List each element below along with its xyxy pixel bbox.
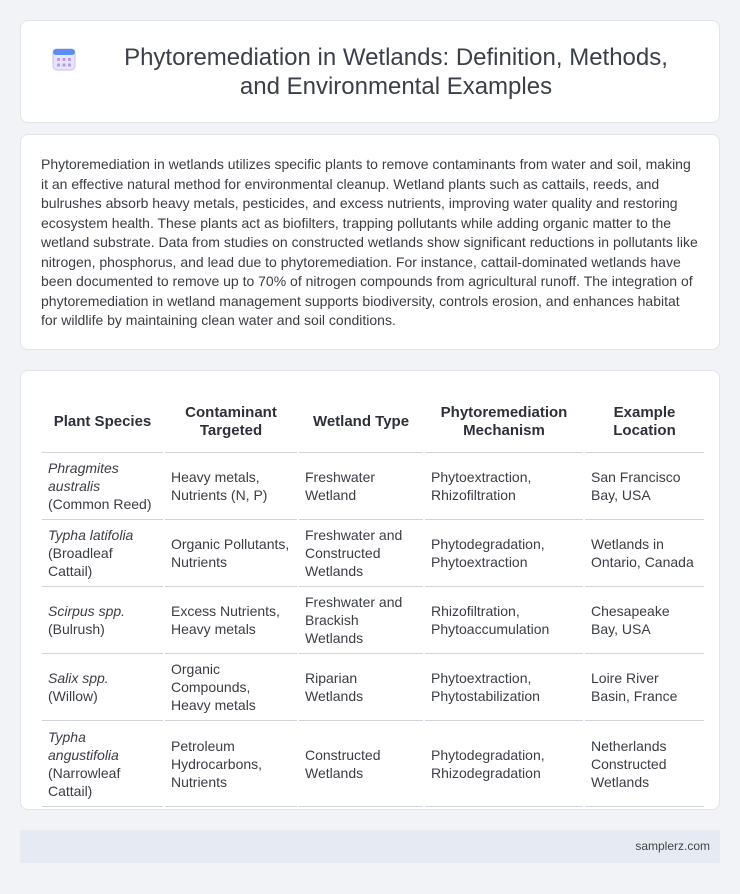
table-row: [42, 587, 704, 654]
cell-wetland-type: Freshwater Wetland: [299, 453, 423, 520]
cell-mechanism: Rhizofiltration, Phytoaccumulation: [425, 587, 583, 654]
cell-species: [42, 721, 163, 807]
species-scientific-name: Typha latifolia: [48, 527, 134, 543]
cell-wetland-type: Constructed Wetlands: [299, 721, 423, 807]
table-card: [20, 370, 720, 810]
cell-mechanism: Phytoextraction, Phytostabilization: [425, 654, 583, 721]
footer-bar: [20, 830, 720, 863]
footer-site-link[interactable]: samplerz.com: [635, 839, 710, 853]
cell-mechanism: Phytodegradation, Phytoextraction: [425, 520, 583, 587]
calendar-icon: [51, 46, 77, 72]
cell-contaminant: Heavy metals, Nutrients (N, P): [165, 453, 297, 520]
table-header-row: [42, 391, 704, 453]
cell-species: [42, 587, 163, 654]
cell-wetland-type: Freshwater and Constructed Wetlands: [299, 520, 423, 587]
cell-species: [42, 654, 163, 721]
intro-paragraph: Phytoremediation in wetlands utilizes specific plants to remove contaminants from water and soil, making it an effective natural method for environmental cleanup. Wetland plants such as cattails, reeds, and bulrushes absorb heavy metals, pesticides, and excess nutrients, improving water quality and restoring ecosystem health. These plants act as biofilters, trapping pollutants while adding organic matter to the wetland substrate. Data from studies on constructed wetlands show significant reductions in pollutants like nitrogen, phosphorus, and lead due to phytoremediation. For instance, cattail-dominated wetlands have been documented to remove up to 70% of nitrogen compounds from agricultural runoff. The integration of phytoremediation in wetland management supports biodiversity, controls erosion, and enhances habitat for wildlife by maintaining clean water and soil conditions.: [41, 156, 698, 328]
species-scientific-name: Salix spp.: [48, 670, 109, 686]
species-common-name: (Bulrush): [48, 621, 105, 637]
species-common-name: (Willow): [48, 688, 98, 704]
table-row: [42, 654, 704, 721]
species-scientific-name: Typha angustifolia: [48, 728, 119, 763]
cell-mechanism: Phytoextraction, Rhizofiltration: [425, 453, 583, 520]
species-common-name: (Narrowleaf Cattail): [48, 764, 121, 799]
cell-mechanism: Phytodegradation, Rhizodegradation: [425, 721, 583, 807]
species-scientific-name: Scirpus spp.: [48, 603, 126, 619]
header-mechanism: Phytoremediation Mechanism: [425, 391, 583, 453]
cell-location: Loire River Basin, France: [585, 654, 704, 721]
cell-contaminant: Organic Compounds, Heavy metals: [165, 654, 297, 721]
species-common-name: (Common Reed): [48, 496, 152, 512]
cell-contaminant: Excess Nutrients, Heavy metals: [165, 587, 297, 654]
header-wetland-type: Wetland Type: [299, 391, 423, 453]
header-contaminant: Contaminant Targeted: [165, 391, 297, 453]
table-row: [42, 721, 704, 807]
cell-location: San Francisco Bay, USA: [585, 453, 704, 520]
title-wrap: [21, 43, 719, 101]
table-row: [42, 520, 704, 587]
cell-location: Chesapeake Bay, USA: [585, 587, 704, 654]
cell-species: [42, 520, 163, 587]
cell-species: [42, 453, 163, 520]
cell-location: Netherlands Constructed Wetlands: [585, 721, 704, 807]
species-table: [40, 391, 706, 807]
header-plant-species: Plant Species: [42, 391, 163, 453]
cell-location: Wetlands in Ontario, Canada: [585, 520, 704, 587]
intro-card: [20, 134, 720, 350]
cell-wetland-type: Riparian Wetlands: [299, 654, 423, 721]
species-scientific-name: Phragmites australis: [48, 460, 119, 494]
cell-wetland-type: Freshwater and Brackish Wetlands: [299, 587, 423, 654]
header-location: Example Location: [585, 391, 704, 453]
cell-contaminant: Organic Pollutants, Nutrients: [165, 520, 297, 587]
cell-contaminant: Petroleum Hydrocarbons, Nutrients: [165, 721, 297, 807]
table-row: [42, 453, 704, 520]
page-title: Phytoremediation in Wetlands: Definition, Methods, and Environmental Examples: [124, 43, 668, 100]
species-common-name: (Broadleaf Cattail): [48, 545, 113, 579]
title-card: [20, 20, 720, 123]
